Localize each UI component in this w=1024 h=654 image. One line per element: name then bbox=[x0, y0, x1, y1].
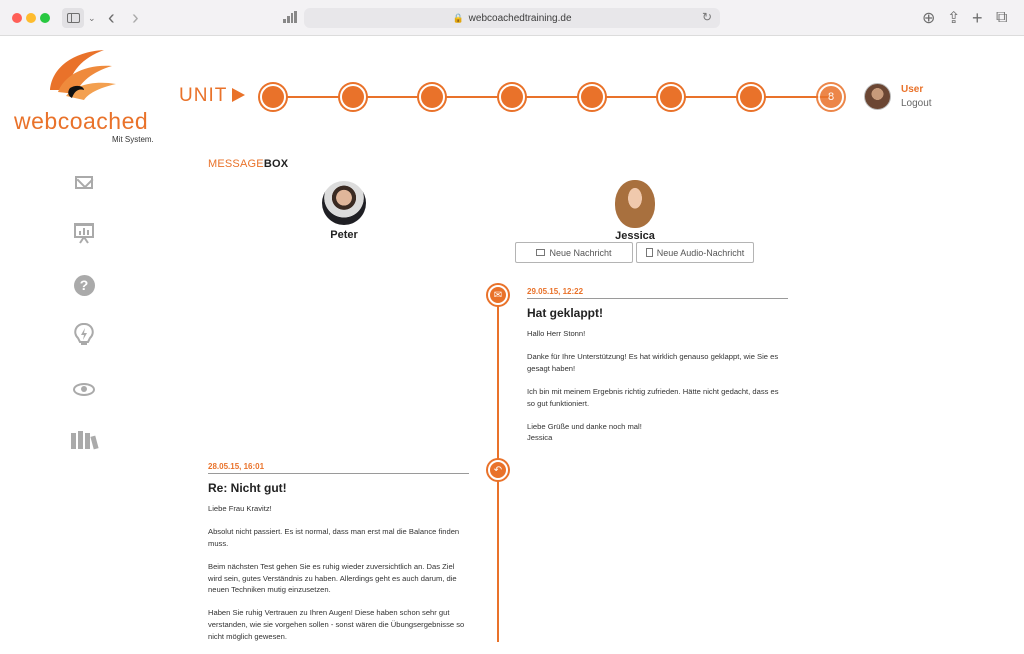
message-body: Liebe Frau Kravitz! Absolut nicht passiert. Es ist normal, dass man erst mal die Balance finden muss. Beim nächsten Test gehen Sie es ruhig wieder zuversichtlich an. Das Ziel wird sein, gutes Verständnis zu haben. Allerdings geht es auch darum, die neuen Techniken mutig einzusetzen. Haben Sie ruhig Vertrauen zu Ihren Augen! Diese haben schon sehr gut verstanden, wie sie vorgehen sollen - sonst wären die Übungsergebnisse so nicht möglich gewesen. bbox=[208, 504, 465, 641]
minimize-window-button[interactable] bbox=[26, 13, 36, 23]
new-audio-message-button[interactable]: Neue Audio-Nachricht bbox=[636, 242, 754, 263]
zoom-window-button[interactable] bbox=[40, 13, 50, 23]
unit-step-7[interactable] bbox=[738, 84, 764, 110]
lightbulb-icon[interactable] bbox=[73, 324, 95, 346]
reload-icon[interactable]: ↻ bbox=[701, 10, 712, 24]
question-icon[interactable]: ? bbox=[73, 274, 95, 296]
unit-step-2[interactable] bbox=[340, 84, 366, 110]
message-title: Hat geklappt! bbox=[527, 306, 604, 320]
unit-step-8[interactable]: 8 bbox=[818, 84, 844, 110]
document-icon bbox=[646, 248, 653, 257]
presentation-chart-icon[interactable] bbox=[73, 222, 95, 244]
logo-tagline: Mit System. bbox=[112, 135, 154, 144]
mail-icon[interactable] bbox=[73, 171, 95, 193]
message-title: Re: Nicht gut! bbox=[208, 481, 287, 495]
tabs-overview-icon[interactable]: ⧉ bbox=[996, 9, 1008, 26]
url-text: webcoachedtraining.de bbox=[468, 12, 572, 24]
message-card[interactable] bbox=[527, 287, 788, 456]
close-window-button[interactable] bbox=[12, 13, 22, 23]
new-tab-icon[interactable]: + bbox=[972, 7, 983, 28]
site-logo[interactable] bbox=[12, 46, 162, 150]
signal-icon bbox=[283, 11, 297, 23]
logo-wings-icon bbox=[12, 46, 162, 116]
new-message-button[interactable]: Neue Nachricht bbox=[515, 242, 633, 263]
sidebar-toggle-icon[interactable] bbox=[62, 8, 84, 28]
message-card[interactable] bbox=[208, 462, 469, 654]
browser-toolbar bbox=[0, 0, 1024, 36]
messagebox-title: MESSAGEBOX bbox=[208, 158, 289, 170]
person-jessica[interactable] bbox=[610, 180, 660, 242]
books-icon[interactable] bbox=[73, 429, 95, 451]
logout-link[interactable]: Logout bbox=[901, 98, 932, 109]
person-name: Jessica bbox=[615, 230, 655, 242]
unit-step-4[interactable] bbox=[499, 84, 525, 110]
forward-icon[interactable]: › bbox=[132, 6, 139, 29]
unit-label: UNIT bbox=[179, 85, 228, 106]
download-icon[interactable]: ⊕ bbox=[922, 10, 936, 27]
logo-wordmark: webcoached bbox=[14, 108, 149, 134]
peter-photo bbox=[322, 181, 366, 225]
message-body: Hallo Herr Stonn! Danke für Ihre Unterstützung! Es hat wirklich genauso geklappt, wie Sie es gesagt haben! Ich bin mit meinem Ergebnis richtig zufrieden. Hätte nicht gedacht, dass es so gut funktioniert. Liebe Grüße und danke noch mal! Jessica bbox=[527, 329, 779, 443]
eye-icon[interactable] bbox=[73, 378, 95, 400]
person-name: Peter bbox=[330, 229, 358, 241]
unit-step-1[interactable] bbox=[260, 84, 286, 110]
reply-icon: ↶ bbox=[488, 460, 508, 480]
unit-step-3[interactable] bbox=[419, 84, 445, 110]
back-icon[interactable]: ‹ bbox=[108, 6, 115, 29]
person-peter[interactable] bbox=[320, 181, 368, 241]
address-bar[interactable] bbox=[304, 8, 720, 28]
lock-icon: 🔒 bbox=[452, 12, 464, 23]
arrow-right-icon bbox=[232, 88, 245, 102]
message-date: 28.05.15, 16:01 bbox=[208, 462, 469, 474]
user-avatar[interactable] bbox=[864, 83, 891, 110]
chevron-down-icon[interactable]: ⌄ bbox=[88, 12, 96, 23]
user-link[interactable]: User bbox=[901, 84, 924, 95]
jessica-photo bbox=[615, 180, 655, 228]
share-icon[interactable]: ⇪ bbox=[947, 10, 961, 27]
envelope-icon: ✉ bbox=[488, 285, 508, 305]
message-date: 29.05.15, 12:22 bbox=[527, 287, 788, 299]
envelope-icon bbox=[536, 249, 545, 256]
unit-step-6[interactable] bbox=[658, 84, 684, 110]
unit-step-5[interactable] bbox=[579, 84, 605, 110]
